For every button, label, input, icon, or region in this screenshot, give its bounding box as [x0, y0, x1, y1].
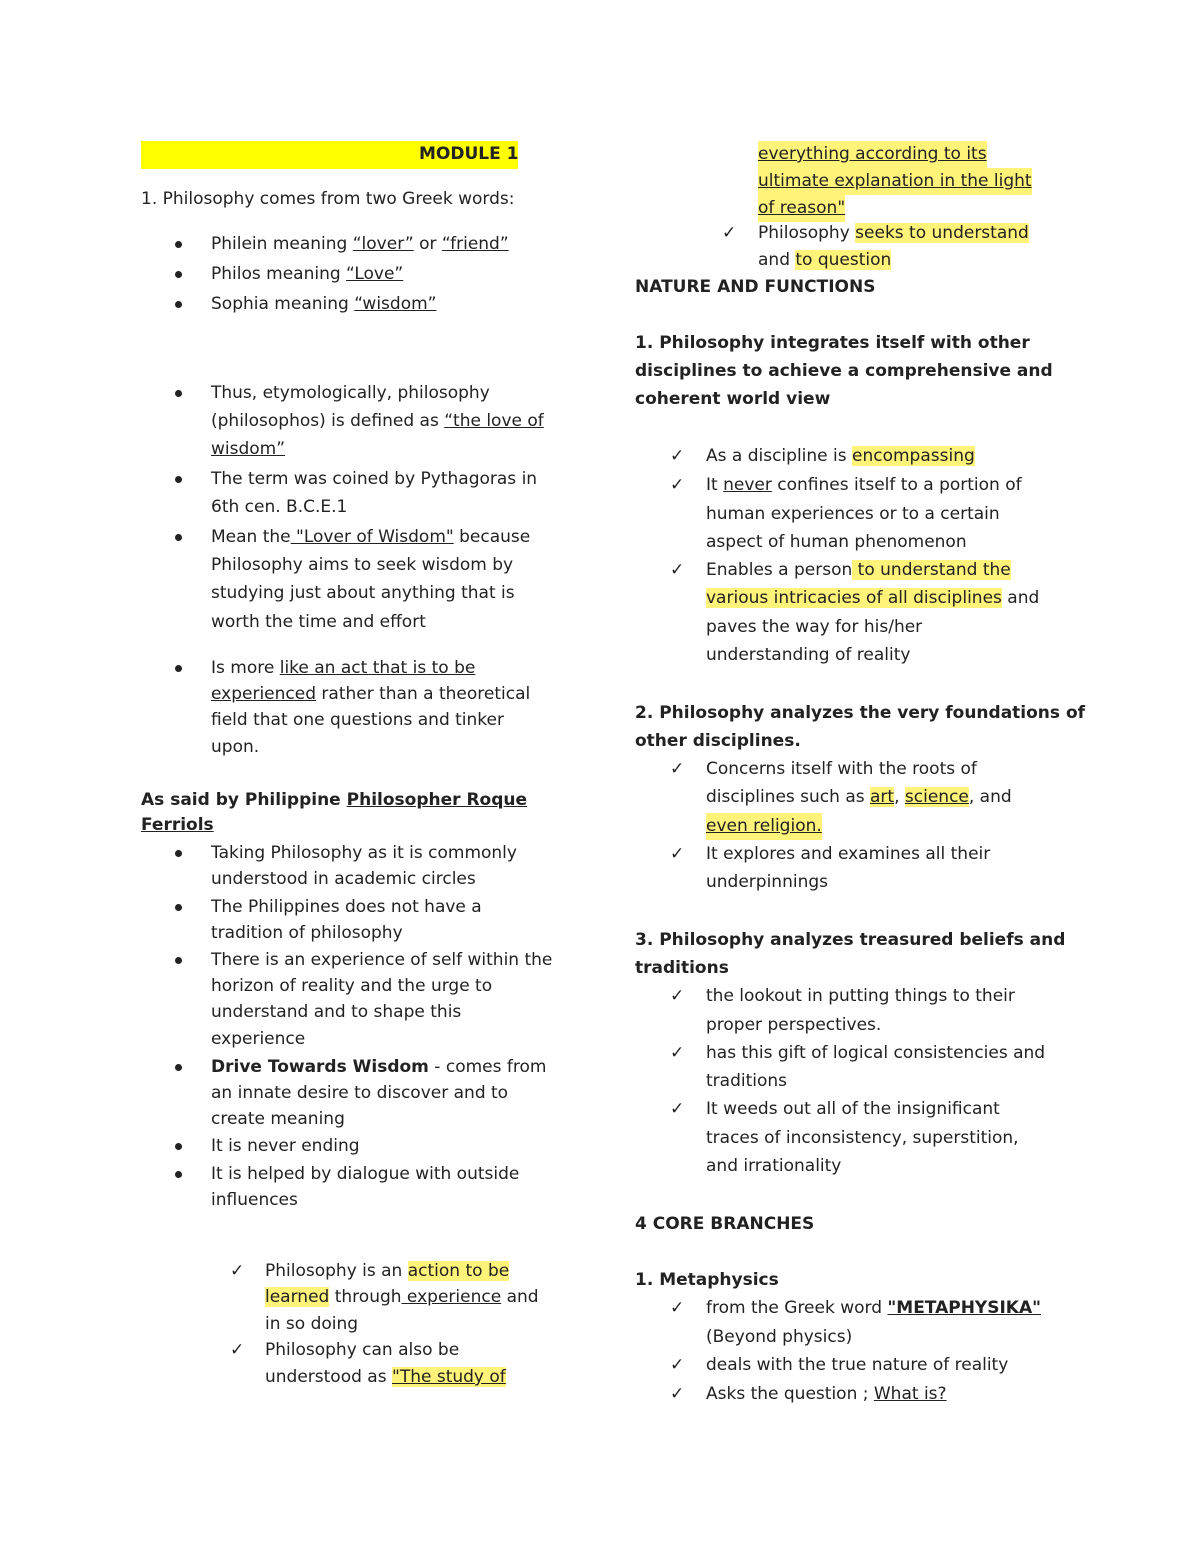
- check-item: Asks the question ; What is?: [706, 1384, 947, 1404]
- point-heading: 1. Philosophy integrates itself with other: [635, 333, 1030, 353]
- list-item: It is never ending: [211, 1136, 360, 1156]
- check-item: has this gift of logical consistencies and: [706, 1043, 1046, 1063]
- list-item-cont: worth the time and effort: [211, 612, 426, 632]
- list-item-cont: horizon of reality and the urge to: [211, 976, 493, 996]
- point-heading: 3. Philosophy analyzes treasured beliefs and: [635, 930, 1066, 950]
- bullet-icon: [175, 904, 182, 911]
- check-item-cont: even religion.: [706, 813, 822, 840]
- bullet-icon: [175, 534, 182, 541]
- check-item: It weeds out all of the insignificant: [706, 1099, 1000, 1119]
- bullet-icon: [175, 665, 182, 672]
- point-heading-cont: disciplines to achieve a comprehensive and: [635, 361, 1053, 381]
- checkmark-icon: ✓: [670, 986, 685, 1006]
- check-item-cont: paves the way for his/her: [706, 617, 923, 637]
- check-item-cont: underpinnings: [706, 872, 828, 892]
- check-item-cont: and irrationality: [706, 1156, 842, 1176]
- list-item: The term was coined by Pythagoras in: [211, 469, 538, 489]
- check-item-cont: proper perspectives.: [706, 1015, 882, 1035]
- list-item: Taking Philosophy as it is commonly: [211, 843, 517, 863]
- list-item: Is more like an act that is to be: [211, 658, 476, 678]
- check-item-cont: aspect of human phenomenon: [706, 532, 967, 552]
- list-item-cont: 6th cen. B.C.E.1: [211, 497, 348, 517]
- list-item-cont: field that one questions and tinker: [211, 710, 504, 730]
- check-item-cont: understanding of reality: [706, 645, 911, 665]
- quote-line: of reason": [758, 195, 845, 222]
- bullet-icon: [175, 957, 182, 964]
- list-item-cont: (philosophos) is defined as “the love of: [211, 411, 544, 431]
- check-item-cont: traditions: [706, 1071, 788, 1091]
- list-item-cont: Philosophy aims to seek wisdom by: [211, 555, 514, 575]
- bullet-icon: [175, 850, 182, 857]
- checkmark-icon: ✓: [722, 223, 737, 243]
- point-heading: 2. Philosophy analyzes the very foundations of: [635, 703, 1086, 723]
- checkmark-icon: ✓: [670, 1043, 685, 1063]
- quote-line: everything according to its: [758, 141, 987, 168]
- branch-heading: 1. Metaphysics: [635, 1270, 779, 1290]
- check-item: It never confines itself to a portion of: [706, 475, 1022, 495]
- checkmark-icon: ✓: [670, 1099, 685, 1119]
- list-item-cont: create meaning: [211, 1109, 345, 1129]
- check-item: As a discipline is encompassing: [706, 446, 975, 466]
- list-item-cont: influences: [211, 1190, 298, 1210]
- point-heading-cont: traditions: [635, 958, 729, 978]
- checkmark-icon: ✓: [670, 844, 685, 864]
- check-item: Enables a person to understand the: [706, 560, 1011, 580]
- list-item-cont: studying just about anything that is: [211, 583, 515, 603]
- bullet-icon: [175, 390, 182, 397]
- list-item: Philein meaning “lover” or “friend”: [211, 234, 509, 254]
- list-item-cont: experience: [211, 1029, 306, 1049]
- list-item: Philos meaning “Love”: [211, 264, 404, 284]
- list-item: Sophia meaning “wisdom”: [211, 294, 437, 314]
- list-item-cont: understood in academic circles: [211, 869, 476, 889]
- checkmark-icon: ✓: [230, 1261, 245, 1281]
- list-item-cont: experienced rather than a theoretical: [211, 684, 531, 704]
- check-item: Philosophy seeks to understand: [758, 223, 1029, 243]
- check-item-cont: understood as "The study of: [265, 1367, 506, 1387]
- checkmark-icon: ✓: [670, 1298, 685, 1318]
- checkmark-icon: ✓: [670, 475, 685, 495]
- page-title: MODULE 1: [419, 144, 519, 164]
- checkmark-icon: ✓: [670, 446, 685, 466]
- check-item-cont: various intricacies of all disciplines and: [706, 588, 1040, 608]
- list-item-cont: wisdom”: [211, 439, 286, 459]
- point-heading-cont: other disciplines.: [635, 731, 801, 751]
- list-item-cont: tradition of philosophy: [211, 923, 403, 943]
- check-item-cont: learned through experience and: [265, 1287, 539, 1307]
- list-item-cont: an innate desire to discover and to: [211, 1083, 509, 1103]
- list-item: Drive Towards Wisdom - comes from: [211, 1057, 547, 1077]
- check-item: Concerns itself with the roots of: [706, 759, 977, 779]
- checkmark-icon: ✓: [230, 1340, 245, 1360]
- list-item-cont: understand and to shape this: [211, 1002, 462, 1022]
- checkmark-icon: ✓: [670, 759, 685, 779]
- bullet-icon: [175, 241, 182, 248]
- check-item-cont: human experiences or to a certain: [706, 504, 1000, 524]
- list-item-cont: upon.: [211, 737, 260, 757]
- list-item: There is an experience of self within the: [211, 950, 553, 970]
- section-heading: As said by Philippine Philosopher Roque: [141, 790, 528, 810]
- check-item-cont: (Beyond physics): [706, 1327, 853, 1347]
- list-item: The Philippines does not have a: [211, 897, 482, 917]
- checkmark-icon: ✓: [670, 560, 685, 580]
- quote-line: ultimate explanation in the light: [758, 168, 1032, 195]
- section-heading: NATURE AND FUNCTIONS: [635, 277, 876, 297]
- intro-text: 1. Philosophy comes from two Greek words:: [141, 189, 515, 209]
- check-item-cont: in so doing: [265, 1314, 359, 1334]
- list-item: Mean the "Lover of Wisdom" because: [211, 527, 531, 547]
- bullet-icon: [175, 301, 182, 308]
- point-heading-cont: coherent world view: [635, 389, 831, 409]
- check-item: It explores and examines all their: [706, 844, 991, 864]
- bullet-icon: [175, 1143, 182, 1150]
- checkmark-icon: ✓: [670, 1355, 685, 1375]
- check-item: from the Greek word "METAPHYSIKA": [706, 1298, 1041, 1318]
- check-item: the lookout in putting things to their: [706, 986, 1015, 1006]
- list-item: Thus, etymologically, philosophy: [211, 383, 490, 403]
- list-item: It is helped by dialogue with outside: [211, 1164, 520, 1184]
- checkmark-icon: ✓: [670, 1384, 685, 1404]
- bullet-icon: [175, 1171, 182, 1178]
- check-item: deals with the true nature of reality: [706, 1355, 1009, 1375]
- bullet-icon: [175, 271, 182, 278]
- section-heading-cont: Ferriols: [141, 815, 214, 835]
- check-item-cont: disciplines such as art, science, and: [706, 787, 1012, 807]
- section-heading: 4 CORE BRANCHES: [635, 1214, 815, 1234]
- bullet-icon: [175, 476, 182, 483]
- check-item: Philosophy is an action to be: [265, 1261, 510, 1281]
- check-item-cont: traces of inconsistency, superstition,: [706, 1128, 1019, 1148]
- bullet-icon: [175, 1064, 182, 1071]
- check-item-cont: and to question: [758, 250, 892, 270]
- check-item: Philosophy can also be: [265, 1340, 460, 1360]
